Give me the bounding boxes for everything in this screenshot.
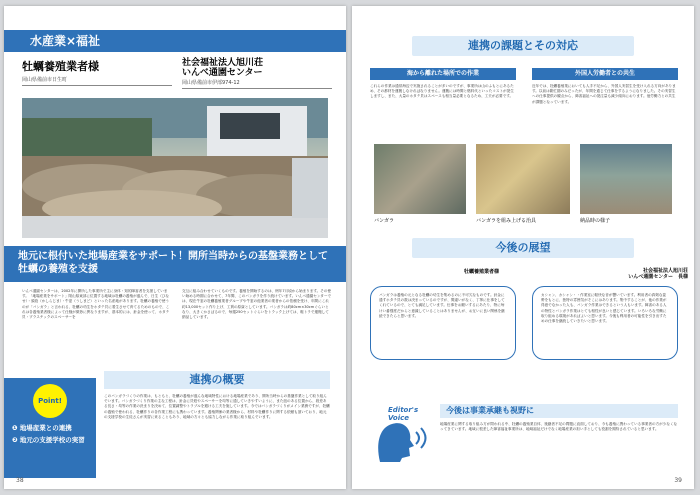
photo-jig: [476, 144, 570, 214]
facility-sub: いんべ通園センター: [182, 68, 263, 78]
page-number-right: 39: [674, 477, 682, 484]
editors-voice-label: Editor's Voice: [388, 406, 419, 422]
right-speaker-org: 社会福祉法人旭川荘: [642, 268, 688, 274]
challenge-2-text: 近年では、牡蠣養殖業においても人手不足から、外国人実習生を受け入れる方向があります。以前は繁忙期のみだったが、年間を通じて仕事をするようになりました。その実習生への仕事提供の観点から、障害福祉への発注量も減少傾向におります。他労働力との共生が課題となっています。: [532, 84, 676, 104]
category-band: [4, 30, 346, 52]
headline: 地元に根付いた地場産業をサポート！開所当時からの基盤業務として牡蠣の養殖を支援: [18, 251, 328, 275]
category-title: 水産業×福祉: [30, 34, 101, 48]
body-text-right: 交互に組み合わせていくものです。養殖を開始するのは、例年7月頃から始まります。その使い始める時期に合わせて、7年間、このバンガラを作り続けています。いんべ通園センターでは、現在牛窓の牡蠣養殖業者グループや牛窓の他業者の業者からの依頼を受け、年間にこれ約13,000セット作り上げ、工賃の原資としています。バンガラは約80cm×30cmぐらいとなり、大きくかさばるので、毎週250セットぐらいをトラック上げては、軽トラで運搬して納品しています。: [182, 289, 332, 320]
point-item-1-label: 地場産業との連携: [19, 424, 72, 432]
overview-section-title: 連携の概要: [104, 371, 330, 389]
speech-bubble-facility: カシャン、カシャン・・作業室に軽快な音が響いています。利用者の真剣な姿勢をもとに、独特の雰囲気がそこにはあります。集中することが、他の作業が得意でなかった人も、バンガラ作業はできるという人もいます。障害のある人の特性とバンガラ作業はとても相性が良いと感じています。いろいろな労働に取り組める環境があればよいと思います。今後も利用者の可能性を引き出すための仕事を継続していきたいと思います。: [532, 286, 678, 360]
editor-title: 今後は事業承継も視野に: [440, 404, 678, 418]
facility-address: 岡山県備前市伊部974-12: [182, 80, 240, 86]
headline-band: [4, 246, 346, 282]
challenge-1-text: これらの作業は通常海辺で実施されることが多いのですが、事業所は山のふもとにあるため、その都材を運搬しなければなりません。運搬には時間と燃料代といったコストが発生しますし、また、大量のホタテ貝はスペースも相当量必要となるため、工夫が必要です。: [370, 84, 514, 99]
right-page: [352, 6, 694, 489]
photo-delivery: [580, 144, 672, 214]
oyster-truck-photo: [22, 98, 328, 238]
challenge-2-heading: 外国人労働者との共生: [532, 68, 678, 80]
right-speaker-block: [604, 268, 688, 280]
facility-name: 社会福祉法人旭川荘: [182, 58, 264, 68]
photo-illustration: [22, 98, 328, 238]
business-name: 牡蠣養殖業者様: [22, 60, 99, 73]
point-item-2-label: 地元の支援学校の実習: [19, 436, 85, 444]
photo-bangara: [374, 144, 466, 214]
body-text-left: いんべ通園センターは、2002年に開所した事業所で主に身体・知的障害者を支援しています。「地場産業をサポート」岡山県東部に位置する地域は牡蠣の養殖が盛んで、日生（ひなせ）・頭島（かしらじま）・牛窓（うしまど）といった名産地があります。牡蠣の養殖で使うのが「バンガラ」と言われる、牡蠣の幼生をホタテ貝に着生させて育てるためのもので、これは各養殖業者様によって仕様が微妙に異なりますが、基本的には、針金を使って、ホタテ貝・プラスチックのスペーサーを: [22, 289, 170, 320]
left-page: [4, 6, 346, 489]
left-speaker: 牡蠣養殖業者様: [464, 269, 500, 275]
speech-bubble-business: バンガラは養殖の元となる牡蠣の幼生を集めるのに不可欠なものです。針金に通すホタテ貝の数は決まっているのですが、間違いがなく、丁寧に仕事をしてくれているので、とても満足しています。仕事をお願いするにあたり、特に毎けい番強度だからと意識していることはありませんが、お互いに良い関係を継続できたらと思います。: [370, 286, 516, 360]
right-speaker-name: いんべ通園センター 長様: [628, 274, 688, 280]
challenge-1-heading: 海から離れた場所での作業: [370, 68, 516, 80]
page-number-left: 38: [16, 477, 24, 484]
editor-text: 地場産業に関する取り組み方が問われる中、牡蠣の養殖業自体、後継者不足の問題に直面しており、今も養殖に携わっている事業者の方が少なくなってきています。地域に根差した障害福祉事業所は、地域福祉だけでなく地場産業の担い手としても役割を期待されていると思います。: [440, 422, 678, 432]
facility-block: [182, 58, 332, 89]
business-location: 岡山県備前市日生町: [22, 77, 68, 83]
challenges-title: 連携の課題とその対応: [412, 36, 634, 56]
photo-label-2: バンガラを組み上げる治具: [476, 218, 537, 224]
point-box: [4, 378, 96, 478]
overview-text: このバンガラづくりの作業は、もともと、牡蠣の養殖が盛んな地域特性における地場産業であり、開所当時からの基盤作業として取り組んでいます。バンガラづくり作業の主な工程は、針金に貝殻やスペーサーを均等に通していきやすいように、また紐のある位置から、段差ある長さ・均等の作業の決まりを決めて、位置調整やトラブルを避ける工夫を施しています。今ではバンガラづくりがメイン業務ですが、牡蠣の養殖で使われる、牡蠣作りの各作業工程にも携わっています。養殖関係の業者様から、材料や牡蠣作りに関する依頼も頂いており、地元の支援学校の生徒さんが実習に来ることもあり、地域の方々とも協力しながら作業に取り組んでいます。: [104, 394, 330, 419]
editors-voice-badge: [366, 398, 436, 468]
photo-label-1: バンガラ: [374, 218, 395, 224]
business-block: [22, 58, 172, 86]
point-badge: Point!: [33, 384, 67, 418]
point-item-2: ❷ 地元の支援学校の実習: [12, 436, 85, 444]
photo-label-3: 納品時の様子: [580, 218, 611, 224]
point-item-1: ❶ 地場産業との連携: [12, 424, 72, 432]
outlook-title: 今後の展望: [412, 238, 634, 258]
